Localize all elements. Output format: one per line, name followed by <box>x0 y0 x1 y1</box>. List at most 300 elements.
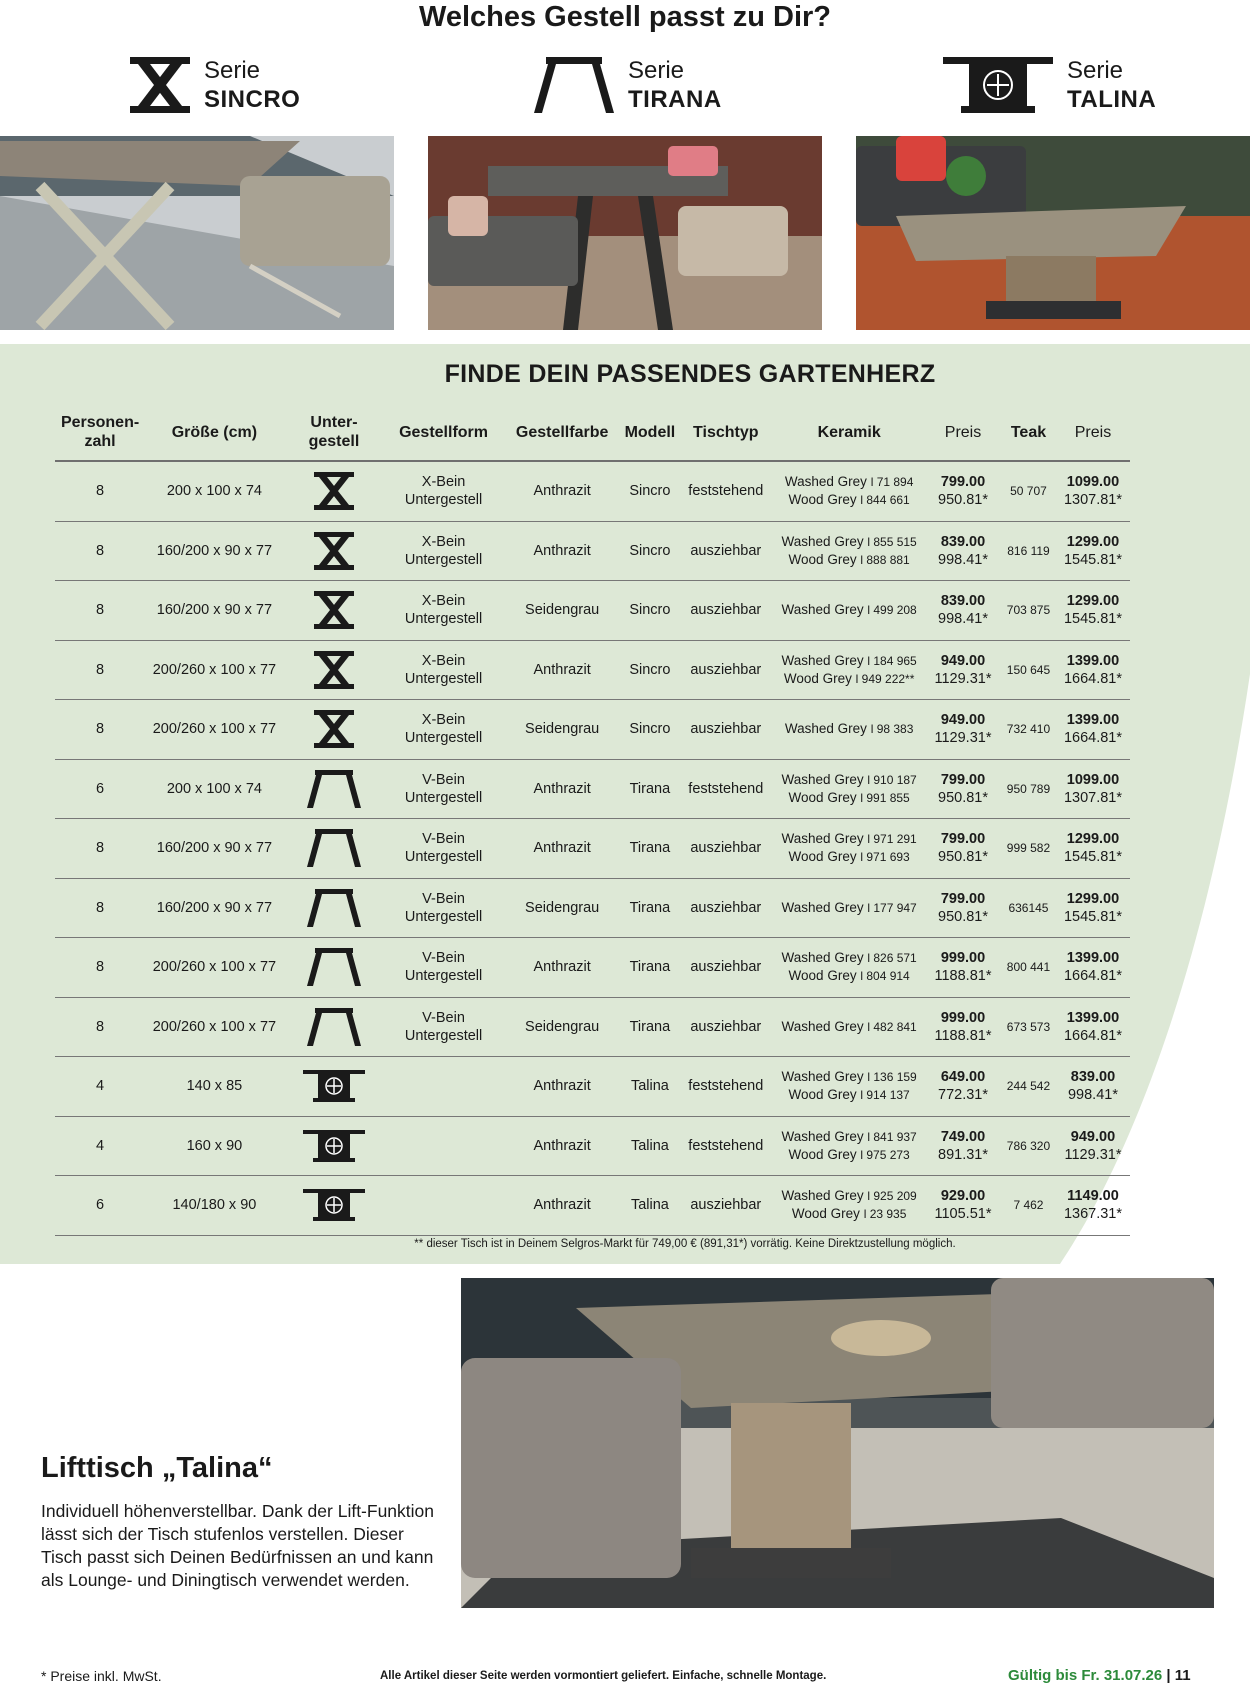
persons-cell: 4 <box>96 1137 105 1154</box>
type-cell: ausziehbar <box>690 661 762 678</box>
frame-cell <box>284 770 385 808</box>
gross-price: 950.81* <box>938 789 988 806</box>
gross-price: 998.41* <box>938 551 988 568</box>
page-separator: | <box>1166 1667 1171 1684</box>
article-number: l 910 187 <box>867 772 917 787</box>
color-cell: Anthrazit <box>533 959 591 976</box>
gross-price: 1664.81* <box>1063 1027 1123 1044</box>
size-cell: 160/200 x 90 x 77 <box>156 899 273 916</box>
frame-cell <box>284 1189 385 1221</box>
frame-cell <box>284 889 385 927</box>
gross-price: 1545.81* <box>1063 551 1123 568</box>
teak-price-cell <box>1056 1068 1130 1104</box>
article-number: l 841 937 <box>867 1129 917 1144</box>
color-cell: Anthrazit <box>533 1197 591 1214</box>
article-number: l 971 693 <box>860 850 910 865</box>
teak-price-cell <box>1056 533 1130 569</box>
lift-frame-icon <box>303 1189 365 1221</box>
type-cell: ausziehbar <box>690 959 762 976</box>
shape-cell: V-Bein Untergestell <box>404 1009 483 1044</box>
table-row <box>55 641 1130 701</box>
gross-price: 1545.81* <box>1063 849 1123 866</box>
article-number: l 499 208 <box>867 603 917 618</box>
size-cell: 200/260 x 100 x 77 <box>152 661 277 678</box>
series-name: SINCRO <box>204 86 301 113</box>
gross-price: 1664.81* <box>1063 968 1123 985</box>
gross-price: 998.41* <box>938 611 988 628</box>
frame-cell <box>284 472 385 510</box>
size-cell: 140 x 85 <box>186 1078 243 1095</box>
x-frame-icon <box>314 591 354 629</box>
table-row <box>55 581 1130 641</box>
ceramic-price-cell <box>925 771 1001 807</box>
validity-and-page <box>1008 1667 1191 1684</box>
gross-price: 1545.81* <box>1063 611 1123 628</box>
color-cell: Seidengrau <box>525 721 600 738</box>
net-price: 1399.00 <box>1066 950 1120 967</box>
gross-price: 1307.81* <box>1063 492 1123 509</box>
product-table <box>55 404 1130 1236</box>
gross-price: 772.31* <box>938 1087 988 1104</box>
teak-price-cell <box>1056 1187 1130 1223</box>
model-cell: Tirana <box>629 959 671 976</box>
type-cell: feststehend <box>688 1078 764 1095</box>
gross-price: 1129.31* <box>934 670 992 687</box>
lift-description: Individuell höhenverstellbar. Dank der Lift-Funktion lässt sich der Tisch stufenlos verstellen. Dieser Tisch passt sich Deinen Bedürfnissen an und kann als Lounge- und Diningtisch verwendet werden. <box>41 1501 434 1590</box>
teak-article-cell: 50 707 <box>1010 484 1047 499</box>
series-prefix: Serie <box>628 57 685 84</box>
color-cell: Seidengrau <box>525 1018 600 1035</box>
persons-cell: 8 <box>96 721 105 738</box>
table-row <box>55 819 1130 879</box>
persons-cell: 4 <box>96 1078 105 1095</box>
net-price: 749.00 <box>940 1128 986 1145</box>
gross-price: 1307.81* <box>1063 789 1123 806</box>
teak-price-cell <box>1056 473 1130 509</box>
ceramic-price-cell <box>925 533 1001 569</box>
shape-cell: X-Bein Untergestell <box>404 712 483 747</box>
ceramic-cell <box>773 1018 925 1036</box>
v-frame-icon <box>307 1008 361 1046</box>
persons-cell: 8 <box>96 899 105 916</box>
persons-cell: 8 <box>96 483 105 500</box>
ceramic-cell <box>773 652 925 688</box>
assembly-note: Alle Artikel dieser Seite werden vormontiert geliefert. Einfache, schnelle Montage. <box>380 1670 827 1682</box>
series-name: TIRANA <box>628 86 722 113</box>
gross-price: 1545.81* <box>1063 908 1123 925</box>
teak-article-cell: 816 119 <box>1007 543 1050 558</box>
net-price: 949.00 <box>940 652 986 669</box>
lift-frame-icon <box>303 1070 365 1102</box>
article-number: l 23 935 <box>863 1207 907 1222</box>
ceramic-price-cell <box>925 1009 1001 1045</box>
type-cell: feststehend <box>688 780 764 797</box>
net-price: 839.00 <box>1070 1069 1116 1086</box>
gross-price: 998.41* <box>1067 1087 1118 1104</box>
series-prefix: Serie <box>1067 57 1124 84</box>
model-cell: Talina <box>630 1137 669 1154</box>
ceramic-price-cell <box>925 592 1001 628</box>
gross-price: 950.81* <box>938 849 988 866</box>
gross-price: 950.81* <box>938 908 988 925</box>
header-persons: Personen- zahl <box>60 414 140 450</box>
header-type: Tischtyp <box>693 423 759 441</box>
net-price: 929.00 <box>940 1188 986 1205</box>
type-cell: feststehend <box>688 1137 764 1154</box>
size-cell: 200 x 100 x 74 <box>166 780 262 797</box>
table-row <box>55 700 1130 760</box>
size-cell: 200/260 x 100 x 77 <box>152 1018 277 1035</box>
net-price: 839.00 <box>940 533 986 550</box>
table-row <box>55 879 1130 939</box>
header-ceramic: Keramik <box>817 423 881 441</box>
persons-cell: 8 <box>96 542 105 559</box>
ceramic-price-cell <box>925 711 1001 747</box>
size-cell: 160 x 90 <box>186 1137 243 1154</box>
table-row <box>55 522 1130 582</box>
teak-article-cell: 244 542 <box>1006 1079 1051 1094</box>
teak-article-cell: 786 320 <box>1006 1138 1051 1153</box>
ceramic-name: Wood Grey <box>788 1146 857 1162</box>
table-row <box>55 462 1130 522</box>
x-frame-icon <box>314 710 354 748</box>
type-cell: ausziehbar <box>690 1018 762 1035</box>
teak-article-cell: 636145 <box>1008 900 1049 915</box>
net-price: 949.00 <box>1070 1128 1116 1145</box>
shape-cell: V-Bein Untergestell <box>404 950 483 985</box>
series-sincro <box>130 56 300 114</box>
net-price: 649.00 <box>940 1069 986 1086</box>
frame-cell <box>284 1130 385 1162</box>
article-number: l 975 273 <box>860 1147 910 1162</box>
ceramic-name: Washed Grey <box>781 533 864 549</box>
gross-price: 1129.31* <box>1064 1146 1122 1163</box>
header-model: Modell <box>624 423 676 441</box>
ceramic-name: Wood Grey <box>788 968 857 984</box>
ceramic-name: Wood Grey <box>788 1087 857 1103</box>
persons-cell: 6 <box>96 780 105 797</box>
net-price: 839.00 <box>940 593 986 610</box>
series-tirana <box>534 56 722 114</box>
size-cell: 160/200 x 90 x 77 <box>156 840 273 857</box>
color-cell: Anthrazit <box>533 1137 591 1154</box>
ceramic-price-cell <box>925 1128 1001 1164</box>
teak-price-cell <box>1056 890 1130 926</box>
teak-article-cell: 7 462 <box>1013 1198 1044 1213</box>
frame-cell <box>284 651 385 689</box>
ceramic-cell <box>773 899 925 917</box>
ceramic-name: Wood Grey <box>788 492 857 508</box>
net-price: 1149.00 <box>1067 1188 1119 1205</box>
x-frame-icon <box>130 57 190 113</box>
teak-price-cell <box>1056 592 1130 628</box>
article-number: l 804 914 <box>860 969 910 984</box>
ceramic-cell <box>773 720 925 738</box>
size-cell: 200/260 x 100 x 77 <box>152 959 277 976</box>
v-frame-icon <box>307 948 361 986</box>
ceramic-price-cell <box>925 1187 1001 1223</box>
vat-note: * Preise inkl. MwSt. <box>41 1668 162 1684</box>
size-cell: 140/180 x 90 <box>172 1197 257 1214</box>
ceramic-price-cell <box>925 890 1001 926</box>
tirana-photo <box>428 136 822 330</box>
gross-price: 1664.81* <box>1063 730 1123 747</box>
v-frame-icon <box>307 770 361 808</box>
ceramic-cell <box>773 1187 925 1223</box>
teak-price-cell <box>1056 711 1130 747</box>
lift-title: Lifttisch „Talina“ <box>41 1452 273 1484</box>
gross-price: 950.81* <box>938 492 988 509</box>
ceramic-cell <box>773 949 925 985</box>
teak-price-cell <box>1056 1128 1130 1164</box>
article-number: l 949 222** <box>855 671 915 686</box>
size-cell: 160/200 x 90 x 77 <box>156 602 273 619</box>
color-cell: Seidengrau <box>525 899 600 916</box>
lift-table-photo <box>461 1278 1214 1608</box>
net-price: 1299.00 <box>1066 533 1120 550</box>
frame-cell <box>284 948 385 986</box>
header-teak-price: Preis <box>1074 423 1112 441</box>
frame-cell <box>284 1008 385 1046</box>
table-row <box>55 760 1130 820</box>
teak-price-cell <box>1056 830 1130 866</box>
x-frame-icon <box>314 651 354 689</box>
table-header <box>55 404 1130 462</box>
ceramic-name: Washed Grey <box>781 1128 864 1144</box>
table-row <box>55 1117 1130 1177</box>
teak-article-cell: 732 410 <box>1006 722 1051 737</box>
table-row <box>55 938 1130 998</box>
type-cell: ausziehbar <box>690 840 762 857</box>
x-frame-icon <box>314 532 354 570</box>
teak-article-cell: 999 582 <box>1006 841 1051 856</box>
series-name: TALINA <box>1067 86 1157 113</box>
model-cell: Tirana <box>629 840 671 857</box>
ceramic-name: Washed Grey <box>781 1188 864 1204</box>
type-cell: ausziehbar <box>690 602 762 619</box>
ceramic-price-cell <box>925 949 1001 985</box>
frame-cell <box>284 532 385 570</box>
ceramic-cell <box>773 1068 925 1104</box>
ceramic-cell <box>773 533 925 569</box>
article-number: l 971 291 <box>867 832 917 847</box>
article-number: l 136 159 <box>867 1070 917 1085</box>
color-cell: Anthrazit <box>533 780 591 797</box>
type-cell: ausziehbar <box>690 1197 762 1214</box>
sincro-photo <box>0 136 394 330</box>
teak-article-cell: 703 875 <box>1006 603 1051 618</box>
shape-cell: V-Bein Untergestell <box>404 890 483 925</box>
net-price: 1299.00 <box>1066 593 1120 610</box>
model-cell: Tirana <box>629 1018 671 1035</box>
net-price: 1399.00 <box>1066 1009 1120 1026</box>
article-number: l 914 137 <box>860 1088 910 1103</box>
persons-cell: 6 <box>96 1197 105 1214</box>
ceramic-name: Wood Grey <box>788 849 857 865</box>
ceramic-price-cell <box>925 473 1001 509</box>
v-frame-icon <box>534 57 614 113</box>
header-teak: Teak <box>1010 423 1047 441</box>
net-price: 1399.00 <box>1066 652 1120 669</box>
teak-article-cell: 950 789 <box>1006 781 1051 796</box>
teak-price-cell <box>1056 652 1130 688</box>
ceramic-name: Wood Grey <box>783 670 852 686</box>
color-cell: Anthrazit <box>533 483 591 500</box>
model-cell: Sincro <box>629 661 671 678</box>
ceramic-name: Washed Grey <box>781 771 864 787</box>
ceramic-name: Wood Grey <box>788 789 857 805</box>
shape-cell: X-Bein Untergestell <box>404 533 483 568</box>
shape-cell: X-Bein Untergestell <box>404 474 483 509</box>
validity-date: Gültig bis Fr. 31.07.26 <box>1008 1667 1163 1684</box>
shape-cell: V-Bein Untergestell <box>404 831 483 866</box>
model-cell: Talina <box>630 1197 669 1214</box>
net-price: 999.00 <box>940 950 986 967</box>
persons-cell: 8 <box>96 1018 105 1035</box>
header-size: Größe (cm) <box>171 423 258 441</box>
table-row <box>55 1176 1130 1236</box>
model-cell: Talina <box>630 1078 669 1095</box>
article-number: l 925 209 <box>867 1189 917 1204</box>
type-cell: ausziehbar <box>690 721 762 738</box>
stock-footnote: ** dieser Tisch ist in Deinem Selgros-Markt für 749,00 € (891,31*) vorrätig. Keine Direktzustellung möglich. <box>414 1238 956 1250</box>
ceramic-cell <box>773 1128 925 1164</box>
v-frame-icon <box>307 889 361 927</box>
color-cell: Anthrazit <box>533 840 591 857</box>
series-talina <box>943 56 1156 114</box>
table-body <box>55 462 1130 1236</box>
ceramic-name: Washed Grey <box>781 602 864 618</box>
ceramic-cell <box>773 771 925 807</box>
header-frame: Unter- gestell <box>308 414 360 450</box>
ceramic-cell <box>773 473 925 509</box>
size-cell: 160/200 x 90 x 77 <box>156 542 273 559</box>
ceramic-cell <box>773 830 925 866</box>
net-price: 949.00 <box>940 712 986 729</box>
persons-cell: 8 <box>96 840 105 857</box>
shape-cell: X-Bein Untergestell <box>404 652 483 687</box>
article-number: l 482 841 <box>867 1019 917 1034</box>
model-cell: Sincro <box>629 721 671 738</box>
size-cell: 200/260 x 100 x 77 <box>152 721 277 738</box>
article-number: l 991 855 <box>860 790 910 805</box>
talina-photo <box>856 136 1250 330</box>
model-cell: Sincro <box>629 602 671 619</box>
teak-price-cell <box>1056 1009 1130 1045</box>
gross-price: 1129.31* <box>934 730 992 747</box>
net-price: 1099.00 <box>1066 474 1120 491</box>
teak-article-cell: 150 645 <box>1006 662 1051 677</box>
persons-cell: 8 <box>96 661 105 678</box>
ceramic-name: Washed Grey <box>781 950 864 966</box>
net-price: 1299.00 <box>1066 890 1120 907</box>
article-number: l 888 881 <box>860 552 910 567</box>
type-cell: ausziehbar <box>690 542 762 559</box>
type-cell: feststehend <box>688 483 764 500</box>
teak-price-cell <box>1056 949 1130 985</box>
article-number: l 71 894 <box>870 475 914 490</box>
article-number: l 184 965 <box>867 653 917 668</box>
net-price: 799.00 <box>940 474 986 491</box>
header-price: Preis <box>944 423 982 441</box>
lift-frame-icon <box>303 1130 365 1162</box>
net-price: 799.00 <box>940 831 986 848</box>
table-row <box>55 1057 1130 1117</box>
ceramic-price-cell <box>925 830 1001 866</box>
ceramic-name: Washed Grey <box>781 1069 864 1085</box>
table-title: FINDE DEIN PASSENDES GARTENHERZ <box>444 360 936 388</box>
ceramic-name: Washed Grey <box>781 899 864 915</box>
article-number: l 98 383 <box>870 722 914 737</box>
type-cell: ausziehbar <box>690 899 762 916</box>
persons-cell: 8 <box>96 959 105 976</box>
net-price: 1399.00 <box>1066 712 1120 729</box>
model-cell: Sincro <box>629 542 671 559</box>
ceramic-price-cell <box>925 652 1001 688</box>
header-shape: Gestellform <box>399 423 488 441</box>
gross-price: 1105.51* <box>934 1206 992 1223</box>
persons-cell: 8 <box>96 602 105 619</box>
ceramic-price-cell <box>925 1068 1001 1104</box>
page-headline: Welches Gestell passt zu Dir? <box>418 1 832 33</box>
model-cell: Tirana <box>629 899 671 916</box>
gross-price: 1188.81* <box>934 1027 992 1044</box>
shape-cell: X-Bein Untergestell <box>404 593 483 628</box>
color-cell: Anthrazit <box>533 661 591 678</box>
teak-price-cell <box>1056 771 1130 807</box>
ceramic-name: Wood Grey <box>788 551 857 567</box>
gross-price: 891.31* <box>938 1146 988 1163</box>
page-number: 11 <box>1174 1667 1191 1684</box>
teak-article-cell: 800 441 <box>1006 960 1051 975</box>
frame-cell <box>284 710 385 748</box>
model-cell: Tirana <box>629 780 671 797</box>
net-price: 999.00 <box>940 1009 986 1026</box>
ceramic-name: Washed Grey <box>784 474 867 490</box>
model-cell: Sincro <box>629 483 671 500</box>
series-prefix: Serie <box>204 57 261 84</box>
ceramic-name: Washed Grey <box>781 1018 864 1034</box>
ceramic-cell <box>773 601 925 619</box>
net-price: 1099.00 <box>1066 771 1120 788</box>
teak-article-cell: 673 573 <box>1006 1019 1051 1034</box>
article-number: l 177 947 <box>867 900 917 915</box>
frame-cell <box>284 829 385 867</box>
net-price: 799.00 <box>940 890 986 907</box>
shape-cell: V-Bein Untergestell <box>404 771 483 806</box>
frame-cell <box>284 1070 385 1102</box>
article-number: l 844 661 <box>860 493 910 508</box>
ceramic-name: Wood Grey <box>791 1206 860 1222</box>
gross-price: 1664.81* <box>1063 670 1123 687</box>
size-cell: 200 x 100 x 74 <box>166 483 262 500</box>
gross-price: 1188.81* <box>934 968 992 985</box>
gross-price: 1367.31* <box>1063 1206 1123 1223</box>
ceramic-name: Washed Grey <box>784 721 867 737</box>
color-cell: Anthrazit <box>533 542 591 559</box>
lift-frame-icon <box>943 57 1053 113</box>
frame-cell <box>284 591 385 629</box>
color-cell: Anthrazit <box>533 1078 591 1095</box>
net-price: 1299.00 <box>1066 831 1120 848</box>
color-cell: Seidengrau <box>525 602 600 619</box>
net-price: 799.00 <box>940 771 986 788</box>
article-number: l 826 571 <box>867 951 917 966</box>
table-row <box>55 998 1130 1058</box>
article-number: l 855 515 <box>867 534 917 549</box>
header-color: Gestellfarbe <box>515 423 609 441</box>
v-frame-icon <box>307 829 361 867</box>
